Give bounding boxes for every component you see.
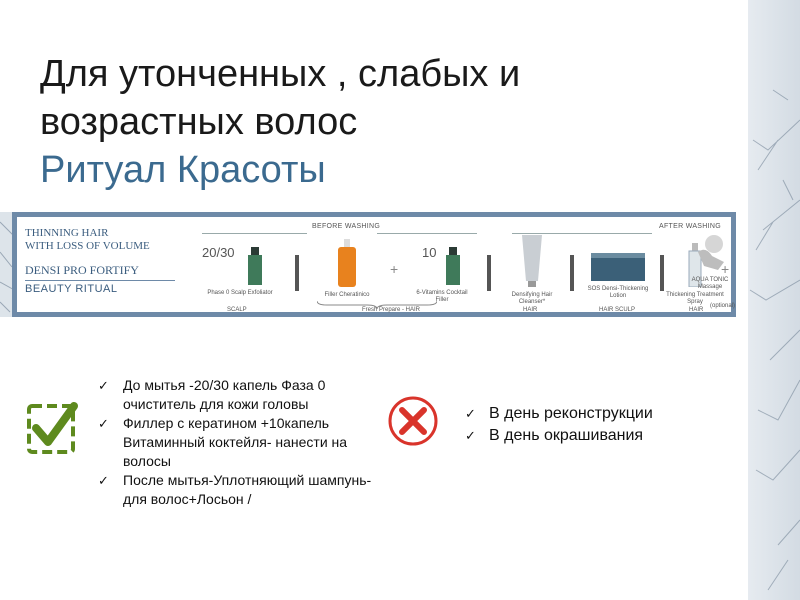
sub-optional: (optional) [710, 303, 736, 309]
banner-left-line-3: DENSI PRO FORTIFY [25, 263, 139, 277]
before-washing-label: BEFORE WASHING [312, 223, 381, 230]
title-line-3: Ритуал Красоты [40, 149, 326, 191]
separator-1 [295, 255, 299, 291]
product-lotion-caption: SOS Densi-Thickening Lotion [587, 286, 649, 299]
before-washing-rule-right [377, 233, 477, 234]
sub-hair-2: HAIR [689, 307, 704, 313]
before-washing-rule-left [202, 233, 307, 234]
after-washing-label: AFTER WASHING [659, 223, 721, 230]
decorative-branches-right [748, 0, 800, 600]
sub-hair-sculp: HAIR SCULP [599, 307, 636, 313]
product-spray-caption: Thickening Treatment Spray [666, 292, 724, 305]
product-lotion [579, 253, 657, 300]
product-filler-caption: Filler Cheratinico [324, 292, 370, 298]
massage-hands-icon [694, 232, 728, 272]
page-title [40, 50, 520, 194]
product-phase0-caption: Phase 0 Scalp Exfoliator [207, 290, 273, 296]
dont-list-item: ✓ В день реконструкции [465, 403, 653, 425]
check-icon [26, 398, 80, 456]
product-cleanser-caption: Densifying Hair Cleanser* [511, 292, 553, 305]
cross-icon [387, 395, 439, 447]
banner-left-line-2: WITH LOSS OF VOLUME [25, 240, 150, 252]
sub-hair-1: HAIR [523, 307, 538, 313]
do-list-item: ✓ До мытья -20/30 капель Фаза 0 очиститель для кожи головы [98, 376, 388, 414]
product-phase0 [205, 247, 275, 297]
separator-3 [570, 255, 574, 291]
sub-fresh-prepare: Fresh Prepare - HAIR [362, 307, 421, 313]
dont-list [465, 403, 653, 447]
banner-left-line-1: THINNING HAIR [25, 227, 109, 239]
plus-2: + [721, 261, 730, 277]
drops-20-30: 20/30 [202, 245, 235, 260]
banner-left-text [25, 227, 175, 295]
product-cleanser [499, 235, 565, 306]
do-list [98, 376, 388, 509]
title-line-1: Для утонченных , слабых и [40, 53, 521, 95]
separator-2 [487, 255, 491, 291]
box-icon [591, 253, 645, 281]
banner-left-line-4: BEAUTY RITUAL [25, 280, 175, 295]
sub-scalp: SCALP [227, 307, 247, 313]
bottle-icon [245, 247, 265, 285]
plus-1: + [390, 261, 399, 277]
product-aqua-caption: AQUA TONIC Massage [691, 277, 729, 290]
do-list-item: ✓ После мытья-Уплотняющий шампунь- для волос+Лосьон / [98, 471, 388, 509]
product-cocktail-caption: 6-Vitamins Cocktail Filler [416, 290, 468, 303]
ritual-banner [12, 212, 736, 317]
tube-icon [520, 235, 544, 287]
branch-pattern-icon [748, 0, 800, 600]
do-list-item: ✓ Филлер с кератином +10капель Витаминный коктейля- нанести на волосы [98, 414, 388, 471]
title-line-2: возрастных волос [40, 101, 358, 143]
dont-list-item: ✓ В день окрашивания [465, 425, 653, 447]
product-aqua [660, 232, 732, 291]
bottle-icon [443, 247, 463, 285]
drops-10: 10 [422, 245, 437, 260]
bottle-icon [335, 239, 359, 287]
after-washing-rule-left [512, 233, 652, 234]
product-cocktail [412, 247, 472, 304]
product-filler [312, 239, 382, 299]
